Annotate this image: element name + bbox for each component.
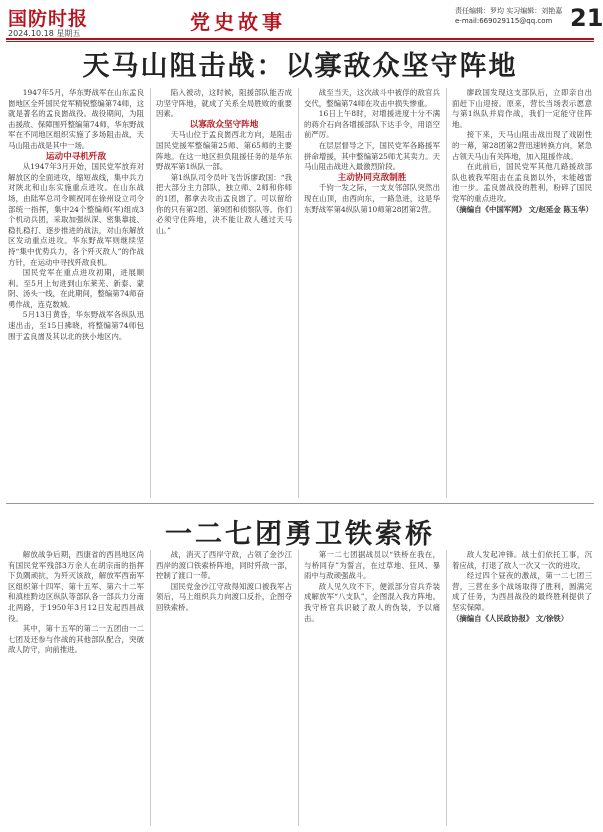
page-number: 21 bbox=[570, 4, 603, 32]
paragraph: 天马山位于孟良崮西北方向，是阻击国民党援军整编第25师、第65师的主要阵地。在这一地区担负阻援任务的是华东野战军第1纵队一部。 bbox=[156, 130, 292, 172]
paragraph: 国民党金沙江守敌得知渡口被我军占领后，马上组织兵力向渡口反扑，企图夺回铁索桥。 bbox=[156, 581, 292, 612]
paragraph: 国民党军在重点进攻初期，进展顺利。至5月上旬进到山东莱芜、新泰、蒙阴、汤头一线，在此期间，整编第74师奋勇作战，连克数城。 bbox=[8, 268, 144, 309]
issue-date: 2024.10.18 星期五 bbox=[8, 29, 81, 38]
paragraph: 战至当天，这次战斗中被俘的敌官兵交代，整编第74师在攻击中损失惨重。 bbox=[304, 88, 440, 108]
email-line: e-mail:669029115@qq.com bbox=[455, 17, 553, 25]
column-divider bbox=[446, 550, 447, 826]
paragraph: 千钧一发之际，一支友邻部队突然出现在山顶，由西向东，一路急进，这是华东野战军第4纵队第10师第28团第2营。 bbox=[304, 183, 440, 214]
paragraph: 1947年5月，华东野战军在山东孟良崮地区全歼国民党军精锐整编第74师，这就是著名的孟良崮战役。战役期间，为阻击援敌、保障围歼整编第74师，华东野战军在不同地区组织实施了多场阻击战，天马山阻击战是其中一场。 bbox=[8, 88, 144, 150]
article1-column-3 bbox=[304, 88, 440, 498]
paragraph: 在此前后，国民党军其他几路援敌部队也被我军阻击在孟良崮以外，未能越雷池一步。孟良崮战役的胜利，粉碎了国民党军的重点进攻。 bbox=[452, 162, 592, 203]
column-divider bbox=[150, 88, 151, 498]
article2-column-3 bbox=[304, 550, 440, 826]
paragraph: 敌人见久攻不下，便派部分官兵乔装成解放军“八支队”，企图混入我方阵地。我守桥官兵识破了敌人的伪装，予以痛击。 bbox=[304, 581, 440, 623]
header-rule bbox=[6, 38, 594, 40]
article2-title: 一二七团勇卫铁索桥 bbox=[165, 519, 435, 550]
subheading: 运动中寻机歼敌 bbox=[45, 151, 107, 162]
column-divider bbox=[446, 88, 447, 498]
article1-column-1 bbox=[8, 88, 144, 498]
column-divider bbox=[298, 88, 299, 498]
article2-column-1 bbox=[8, 550, 144, 826]
paragraph: 战，消灭了西岸守敌，占领了金沙江西岸的渡口铁索桥阵地，同时歼敌一部，控制了渡口一带。 bbox=[156, 550, 292, 581]
paragraph: 经过四个昼夜的激战，第一二七团三营，三营在多个战场取得了胜利，圆满完成了任务，为西昌战役的最终胜利提供了坚实保障。 bbox=[452, 571, 592, 612]
article1-column-2 bbox=[156, 88, 292, 498]
header-rule-thin bbox=[6, 41, 594, 42]
paragraph: 解放战争后期，西康省的西昌地区尚有国民党军残部3万余人在胡宗南的指挥下负隅顽抗，为歼灭该敌，解放军西南军区组织第十四军、第十五军、第六十二军和滇桂黔边区纵队等部队各一部兵力分南北两路，于1950年3月12日发起西昌战役。 bbox=[8, 550, 144, 623]
paragraph: 16日上午8时，对增援进度十分不满的蒋介石向各增援部队下达手令，用语空前严厉。 bbox=[304, 109, 440, 140]
newspaper-logo: 国防时报 bbox=[8, 8, 89, 30]
article1-title: 天马山阻击战：以寡敌众坚守阵地 bbox=[82, 51, 518, 82]
masthead bbox=[6, 4, 186, 38]
editor-line: 责任编辑：罗均 实习编辑：刘艳嘉 bbox=[455, 7, 563, 15]
column-divider bbox=[298, 550, 299, 826]
subheading: 以寡敌众坚守阵地 bbox=[189, 119, 259, 130]
article2-column-4 bbox=[452, 550, 592, 826]
article2-byline: （摘编自《人民政协报》 文/徐铁） bbox=[452, 613, 569, 623]
article1-byline: （摘编自《中国军网》 文/赵延金 陈玉华） bbox=[452, 204, 593, 214]
editor-meta bbox=[455, 6, 565, 26]
paragraph: 第1纵队司令员叶飞告诉廖政国：“我把大部分主力部队，独立师、2师和你师的1团，都拿去攻击孟良崮了。可以留给你的只有第2团、第9团和侦察队等。你们必须守住阵地，决不能让敌人越过天马山。” bbox=[156, 172, 292, 235]
paragraph: 第一二七团据战员以“铁桥在我在，与桥同存”为誓言，在过草地、狂风、暴雨中与敌顽强战斗。 bbox=[304, 550, 440, 581]
subheading: 主动协同克敌制胜 bbox=[337, 172, 407, 183]
paragraph: 廖政国发现这支部队后，立即亲自出面赶下山迎接。原来，营长当场表示愿意与第1纵队并肩作战，我们一定能守住阵地。 bbox=[452, 88, 592, 129]
paragraph: 从1947年3月开始，国民党军放弃对解放区的全面进攻，缩短战线，集中兵力对陕北和山东实施重点进攻。在山东战场，由陆军总司令顾祝同在徐州设立司令部统一指挥，集中24个整编师(军)组成3个机动兵团，采取加强纵深、密集靠拢、稳扎稳打、逐步推进的战法，对山东解放区发动重点进攻。华东野战军则继续坚持“集中优势兵力，各个歼灭敌人”的作战方针，在运动中寻找歼敌良机。 bbox=[8, 162, 144, 267]
paragraph: 陷入被动，这时候，阻援部队能否成功坚守阵地，就成了关系全局胜败的重要因素。 bbox=[156, 88, 292, 119]
paragraph: 其中，第十五军的第二一五团由一二七团及还参与作战的其他部队配合，突破敌人防守，向前推进。 bbox=[8, 624, 144, 655]
article-divider bbox=[6, 503, 594, 504]
article1-column-4 bbox=[452, 88, 592, 498]
paragraph: 在层层督导之下，国民党军各路援军拼命增援，其中整编第25师尤其卖力。天马山阻击战进入最激烈阶段。 bbox=[304, 140, 440, 172]
paragraph: 接下来，天马山阻击战出现了戏剧性的一幕，第28团第2营迅速转换方向，紧急占领天马山有关阵地，加入阻援作战。 bbox=[452, 130, 592, 161]
paragraph: 敌人发起冲锋。战士们依托工事，沉着应战，打退了敌人一次又一次的进攻。 bbox=[452, 550, 592, 570]
section-title: 党史故事 bbox=[190, 10, 286, 34]
column-divider bbox=[150, 550, 151, 826]
paragraph: 5月13日黄昏，华东野战军各纵队迅速出击，至15日拂晓，将整编第74师包围于孟良崮及其以北的狭小地区内。 bbox=[8, 310, 144, 341]
article2-column-2 bbox=[156, 550, 292, 826]
section-header bbox=[190, 6, 330, 36]
